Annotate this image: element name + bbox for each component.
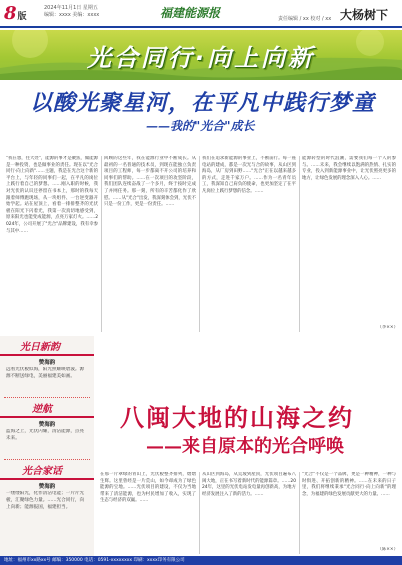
column-divider [199, 472, 200, 554]
article1-column-4: 能源转型的时代浪潮，需要我们每一个人的参与。……未来，我会继续以饱满的热情、扎实的专业，投入到新能源事业中，让光伏照亮更多的地方，让绿色发展的理念深入人心。…… [302, 156, 396, 181]
page-suffix: 版 [17, 12, 27, 22]
sidebar [0, 336, 94, 562]
section-name: 大杨树下 [340, 8, 389, 22]
header-rule [0, 26, 402, 28]
article1-title: 以酸光聚星河，在平凡中践行梦童 [30, 90, 376, 116]
column-divider [101, 156, 102, 332]
sidebar-section2-text: 蓝海之上，光伏闪耀，清洁能源，点亮未来。 [6, 429, 85, 441]
masthead [0, 0, 402, 30]
article2-column-2: 从山区到海岛，从荒坡到屋顶，光伏项目遍布八闽大地，正在书写着新时代的能源篇章。……2024年，这里的光伏电站发电量再创新高，为地方经济发展注入了新的活力。…… [202, 472, 296, 497]
footer [0, 556, 402, 565]
column-divider [299, 156, 300, 332]
sidebar-section3-text: 一缕缕阳光，化作清洁电能；一片片光板，汇聚绿色力量。……光合同行，向上向新；能源报国，福建担当。 [6, 491, 85, 510]
article1-subtitle: ——我的"光合"成长 [146, 119, 255, 133]
column-divider [199, 156, 200, 332]
sidebar-section1-heading: 光日新韵 [20, 342, 60, 353]
article2-header [100, 398, 402, 470]
sidebar-section1-tag: 赞海韵 [38, 360, 56, 366]
sidebar-section3-heading: 光合家话 [22, 466, 62, 477]
editor-line: 编辑：xxxx 美编：xxxx [44, 12, 100, 18]
sidebar-rule [0, 416, 94, 418]
date-line: 2024年11月1日 星期五 [44, 5, 98, 11]
header-right-meta: 责任编辑 / xx 校对 / xx [278, 16, 332, 22]
sidebar-section1-text: 远看光伏板似海，阳光照耀映碧波。源源不断送绿电，美丽福建美如画。 [6, 367, 85, 379]
sidebar-rule [0, 478, 94, 480]
page-number-value: 8 [4, 3, 17, 24]
article2-column-1: 在那一片翠绿的青山上，光伏板整齐排列，熠熠生辉。这里曾经是一片荒山，如今却成为了绿色能源的宝地。……光伏项目的建设，不仅为当地带来了清洁能源，也为村民增加了收入，实现了生态与经济的双赢。…… [100, 472, 196, 504]
article1-column-3: 我们在追求新能源的事业上，不断前行。每一座电站的建成，都是一次光与合的故事，从山区到海岛，从厂房到田野……"光合"正在以越来越多的方式，走进千家万户。……作为一名青年员工，我深知自己肩负的使命，也更加坚定了在平凡岗位上践行梦想的信念。…… [202, 156, 296, 194]
banner [0, 30, 402, 80]
article1-column-1: "我在想，往大处"，能源的事才是聚焦，做能源是一种投资，也是做事业的责任。现在以"光合同行·向上向新"……主题，我是在光合这个新的平台上，与年轻的同事们一起，在平凡的岗位上践行着自己的梦想。……刚入职的时候，我对光伏的认识还停留在书本上，那时的我每天跟着师傅跑现场，从一块组件、一台逆变器开始学起。站在屋顶上，看着一排排整齐的光伏板在阳光下闪着光，我第一次真切地感受到，原来阳光也能变成能源，点亮万家灯火。……2024年，公司开展了"光合"品牌建设，我有幸参与其中…… [6, 156, 98, 234]
article2-subtitle: ——来自原本的光合呼唤 [146, 436, 344, 457]
sidebar-rule [0, 354, 94, 356]
article1-header [0, 80, 402, 156]
article1-column-2: 回顾的这些年，我在能源行业中不断成长。从最初的一名普通的技术员，到现在能独立负责项目的工程师，每一步都离不开公司的培养和同事们的帮助。……在一次项目的攻坚阶段，我们团队连续奋战了一个多月，终于按时完成了并网任务。那一刻，所有的辛苦都化作了欣慰。……从"光合"出发，我深刻体会到，光伏不只是一份工作，更是一份责任。…… [104, 156, 196, 208]
page-number [4, 3, 27, 24]
article2-author: （陈××） [377, 547, 398, 552]
footer-text: 地址：福州市xx路xx号 邮编：350000 电话：0591-xxxxxxxx 印刷：xxxx印务有限公司 [4, 558, 185, 563]
sidebar-section2-heading: 逆航 [32, 404, 52, 415]
sidebar-section2-tag: 赞海韵 [38, 422, 56, 428]
banner-title: 光合同行·向上向新 [86, 44, 316, 72]
article2-title: 八闽大地的山海之约 [120, 403, 354, 432]
column-divider [299, 472, 300, 554]
header-meta [44, 5, 99, 19]
sidebar-section3-tag: 赞海韵 [38, 484, 56, 490]
sidebar-divider [4, 459, 90, 460]
paper-name: 福建能源报 [160, 6, 221, 20]
article2-column-3: "光合"不仅是一个品牌，更是一种精神，一种与时俱进、开拓创新的精神。……在未来的日子里，我们将继续秉承"光合同行·向上向新"的理念，为福建的绿色发展贡献更大的力量。…… [302, 472, 396, 497]
article1-author: （李××） [377, 325, 398, 330]
sidebar-divider [4, 397, 90, 398]
